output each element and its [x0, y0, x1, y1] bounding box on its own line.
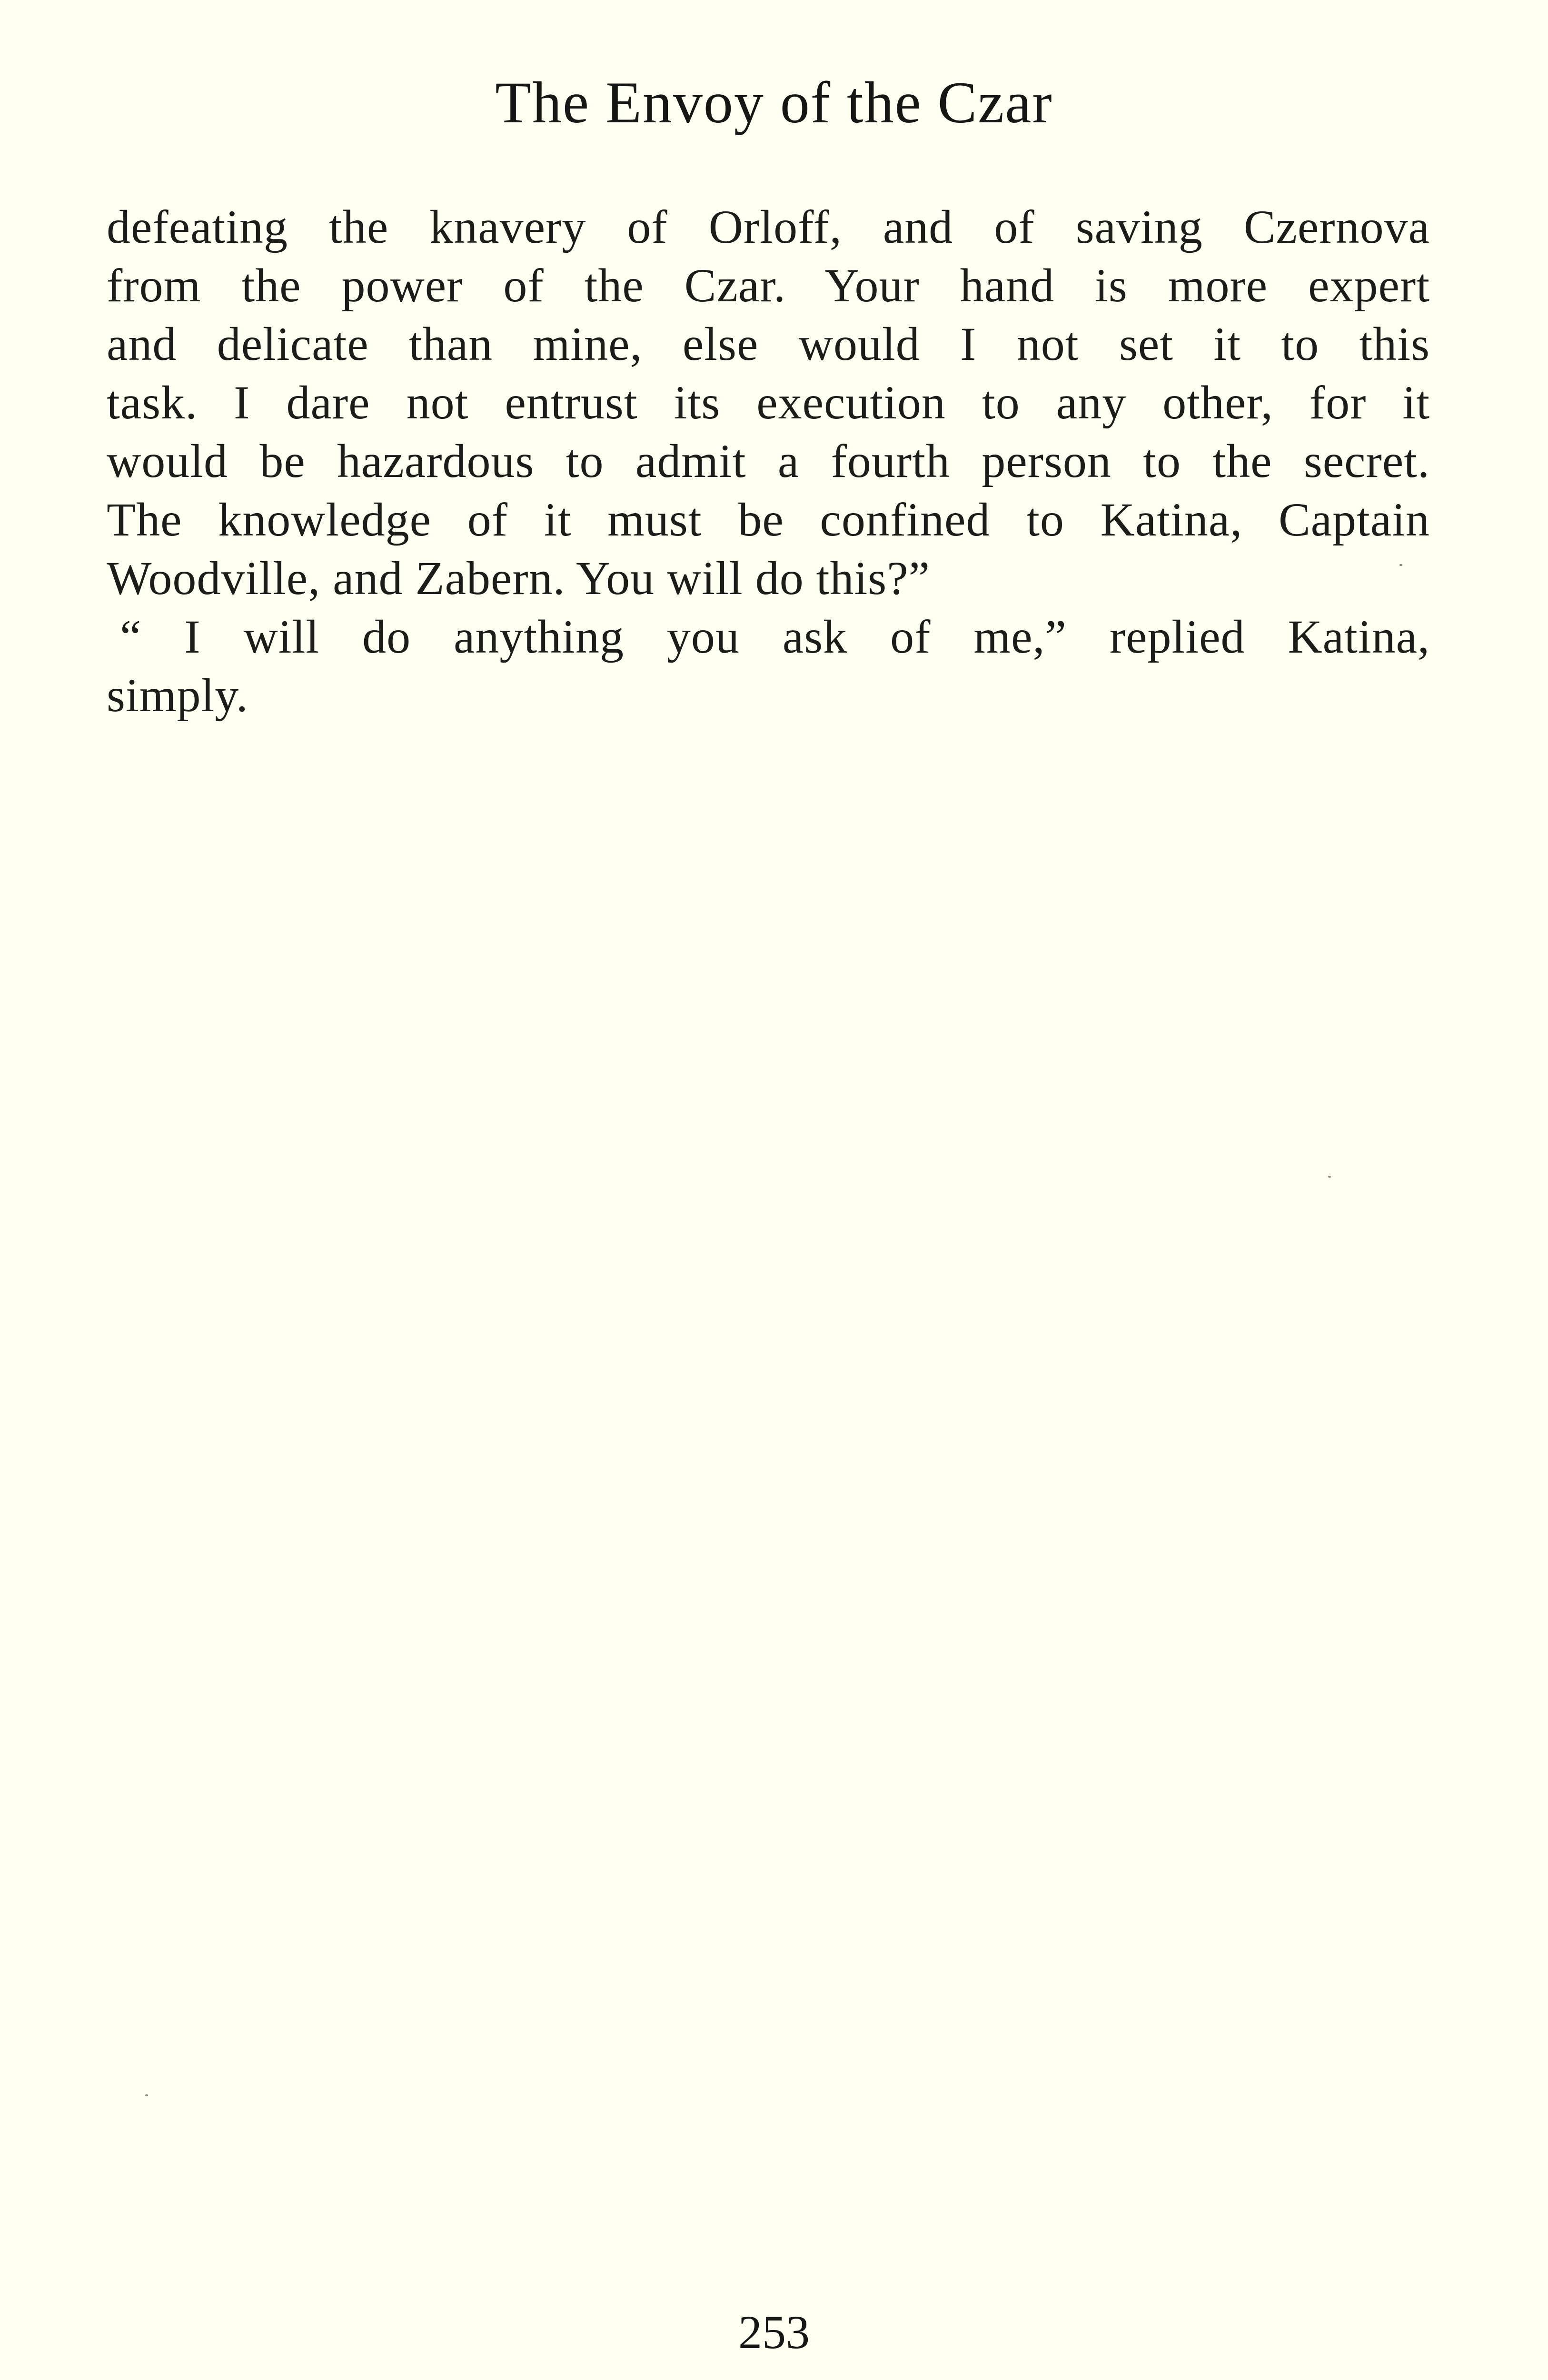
- page-number: 253: [738, 2306, 810, 2359]
- text-line: would be hazardous to admit a fourth person to the secret.: [107, 435, 1430, 487]
- text-line: “ I will do anything you ask of me,” replied Katina,: [120, 610, 1430, 663]
- print-speck: [1399, 564, 1402, 566]
- running-title: The Envoy of the Czar: [495, 70, 1053, 135]
- body-text: [107, 198, 1430, 724]
- text-line: Woodville, and Zabern. You will do this?”: [107, 552, 930, 605]
- text-line: task. I dare not entrust its execution to any other, for it: [107, 376, 1430, 429]
- text-line: from the power of the Czar. Your hand is more expert: [107, 259, 1430, 312]
- text-line: defeating the knavery of Orloff, and of saving Czernova: [107, 200, 1430, 253]
- print-speck: [145, 2094, 148, 2096]
- text-line: The knowledge of it must be confined to Katina, Captain: [107, 493, 1430, 546]
- text-line: and delicate than mine, else would I not set it to this: [107, 317, 1430, 370]
- print-speck: [1328, 1176, 1331, 1178]
- text-line: simply.: [107, 669, 248, 722]
